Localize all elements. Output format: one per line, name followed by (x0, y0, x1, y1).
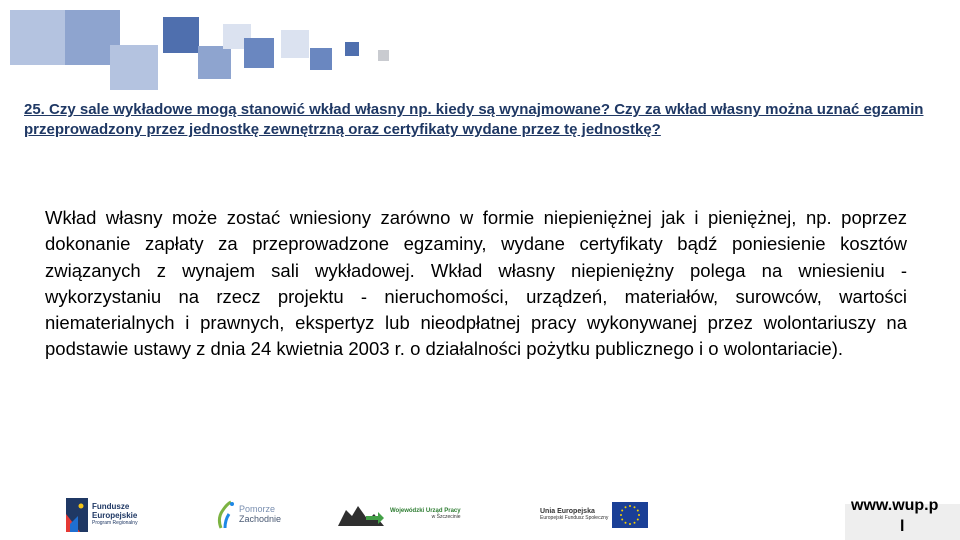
decorative-square (163, 17, 199, 53)
website-url[interactable]: www.wup.p (851, 497, 939, 514)
decorative-square (198, 46, 231, 79)
logo-pomorze-line2: Zachodnie (239, 514, 282, 524)
pomorze-zachodnie-icon (215, 500, 237, 530)
website-url-continuation: l (900, 518, 905, 535)
logo-wup-line1: Wojewódzki Urząd Pracy (390, 507, 461, 514)
logo-fundusze-europejskie (66, 498, 138, 532)
question-heading: 25. Czy sale wykładowe mogą stanowić wkład własny np. kiedy są wynajmowane? Czy za wkład własny można uznać egzamin przeprowadzony przez jednostkę zewnętrzną oraz certyfikaty wydane przez tę jednostkę? (24, 101, 924, 138)
logo-ue-line1: Unia Europejska (540, 508, 595, 516)
footer-logos (0, 490, 960, 540)
decorative-square (10, 10, 65, 65)
answer-text: Wkład własny może zostać wniesiony zarówno w formie niepieniężnej jak i pieniężnej, np. poprzez dokonanie zapłaty za przeprowadzone egzaminy, wydane certyfikaty bądź poniesienie kosztów związanych z wynajem sali wykładowej. Wkład własny niepieniężny polega na wniesieniu - wykorzystaniu na rzecz projektu - nieruchomości, urządzeń, materiałów, surowców, wartości niematerialnych i prawnych, ekspertyz lub nieodpłatnej pracy wykonywanej przez wolontariuszy na podstawie ustawy z dnia 24 kwietnia 2003 r. o działalności pożytku publicznego i o wolontariacie). (45, 207, 907, 360)
logo-ue-line2: Europejski Fundusz Społeczny (540, 515, 609, 522)
logo-wup-line2: w Szczecinie (431, 513, 461, 520)
logo-fe-line3: Program Regionalny (92, 520, 138, 527)
logo-fe-line2: Europejskie (92, 511, 138, 521)
decorative-square (345, 42, 359, 56)
logo-unia-europejska (540, 502, 648, 528)
decorative-square (281, 30, 309, 58)
decorative-square (244, 38, 274, 68)
eu-flag-icon (612, 502, 648, 528)
wup-mountains-icon (338, 502, 384, 526)
decorative-square (110, 45, 158, 90)
logo-wup-szczecin (338, 502, 461, 526)
decorative-square (310, 48, 332, 70)
logo-fe-line1: Fundusze (92, 502, 130, 512)
logo-pomorze-zachodnie (215, 500, 281, 530)
fundusze-europejskie-icon (66, 498, 88, 532)
logo-pomorze-line1: Pomorze (239, 504, 276, 515)
decorative-square (378, 50, 389, 61)
